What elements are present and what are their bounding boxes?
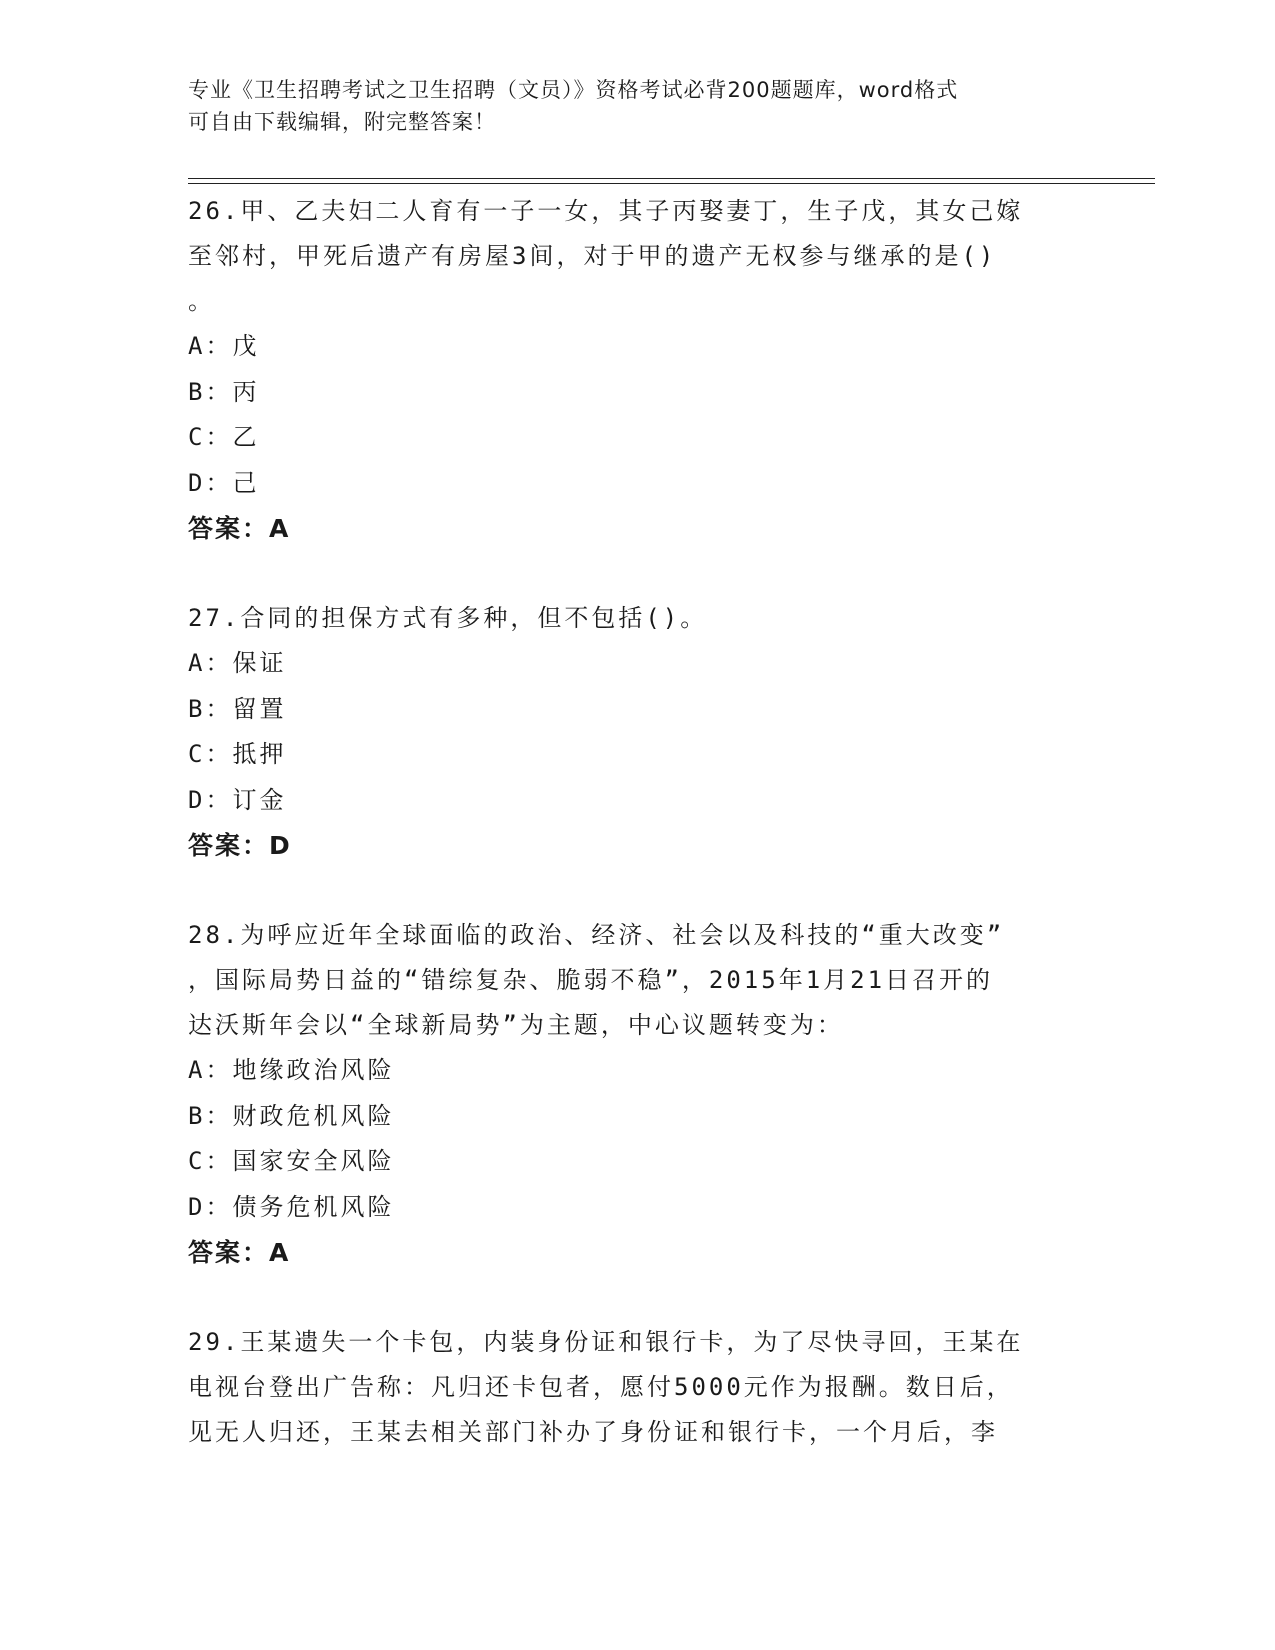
option-c: C：乙 [188, 423, 260, 451]
option-d: D：订金 [188, 785, 287, 814]
document-header [188, 74, 1088, 138]
option-c: C：国家安全风险 [188, 1147, 395, 1175]
question-26 [188, 189, 1155, 552]
question-stem-line: 27.合同的担保方式有多种，但不包括()。 [188, 604, 708, 632]
question-stem-line: 见无人归还，王某去相关部门补办了身份证和银行卡，一个月后，李 [188, 1418, 998, 1446]
option-a: A：保证 [188, 649, 287, 677]
answer-label: 答案：A [188, 514, 291, 543]
answer-label: 答案：A [188, 1238, 291, 1267]
question-stem-line: 。 [188, 287, 215, 315]
question-list [188, 189, 1155, 1455]
question-29 [188, 1320, 1155, 1455]
header-divider-top [188, 178, 1155, 179]
question-spacer [188, 869, 1155, 913]
option-b: B：丙 [188, 377, 260, 406]
option-a: A：戊 [188, 332, 260, 360]
option-a: A：地缘政治风险 [188, 1056, 395, 1084]
header-line-2: 可自由下载编辑，附完整答案！ [188, 110, 496, 134]
question-spacer [188, 1276, 1155, 1320]
question-stem-line: 至邻村，甲死后遗产有房屋3间，对于甲的遗产无权参与继承的是() [188, 242, 997, 270]
question-27 [188, 596, 1155, 869]
header-line-1: 专业《卫生招聘考试之卫生招聘（文员）》资格考试必背200题题库，word格式 [188, 78, 959, 102]
question-stem-line: ，国际局势日益的“错综复杂、脆弱不稳”，2015年1月21日召开的 [188, 966, 994, 994]
option-d: D：己 [188, 468, 260, 497]
question-stem-line: 电视台登出广告称：凡归还卡包者，愿付5000元作为报酬。数日后， [188, 1373, 1014, 1401]
question-stem-line: 28.为呼应近年全球面临的政治、经济、社会以及科技的“重大改变” [188, 921, 1005, 949]
option-d: D：债务危机风险 [188, 1192, 395, 1221]
question-28 [188, 913, 1155, 1276]
question-stem-line: 29.王某遗失一个卡包，内装身份证和银行卡，为了尽快寻回，王某在 [188, 1328, 1024, 1356]
option-b: B：留置 [188, 694, 287, 723]
header-divider-bottom [188, 183, 1155, 184]
answer-label: 答案：D [188, 831, 292, 860]
option-c: C：抵押 [188, 740, 287, 768]
question-stem-line: 26.甲、乙夫妇二人育有一子一女，其子丙娶妻丁，生子戊，其女己嫁 [188, 197, 1024, 225]
option-b: B：财政危机风险 [188, 1101, 395, 1130]
question-spacer [188, 552, 1155, 596]
question-stem-line: 达沃斯年会以“全球新局势”为主题，中心议题转变为： [188, 1011, 844, 1039]
